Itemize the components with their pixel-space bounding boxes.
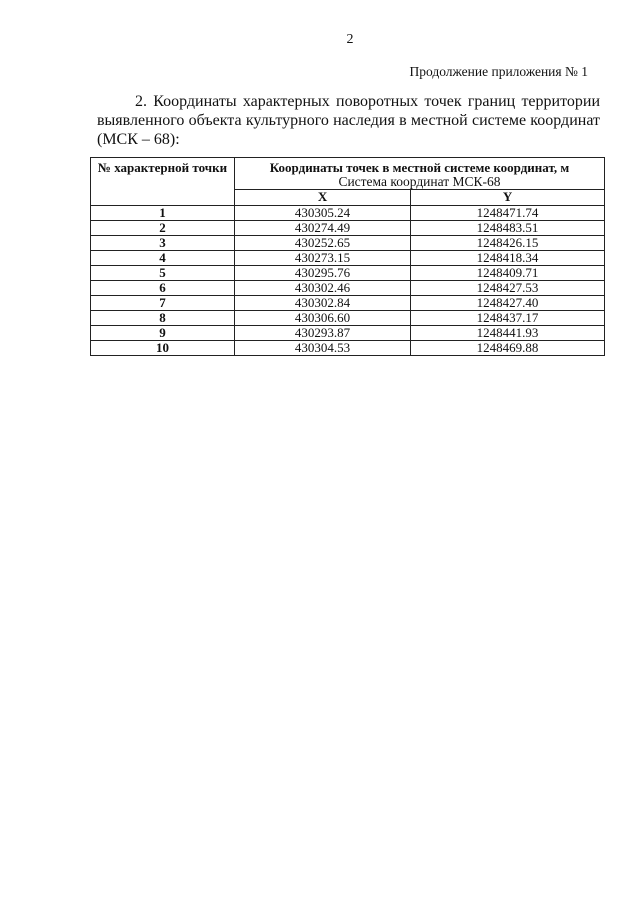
table-row (91, 341, 605, 356)
point-number: 4 (91, 251, 235, 266)
section-paragraph-text: 2. Координаты характерных поворотных точек границ территории выявленного объекта культурного наследия в местной системе координат (МСК – 68): (97, 93, 600, 148)
point-y: 1248469.88 (411, 341, 605, 356)
point-y: 1248418.34 (411, 251, 605, 266)
point-y: 1248427.40 (411, 296, 605, 311)
point-number: 1 (91, 206, 235, 221)
point-y: 1248427.53 (411, 281, 605, 296)
table-row (91, 206, 605, 221)
coordinates-table (90, 157, 605, 356)
point-x: 430295.76 (235, 266, 411, 281)
point-number: 10 (91, 341, 235, 356)
point-number: 6 (91, 281, 235, 296)
point-x: 430274.49 (235, 221, 411, 236)
point-x: 430302.84 (235, 296, 411, 311)
table-row (91, 221, 605, 236)
point-y: 1248437.17 (411, 311, 605, 326)
point-number: 5 (91, 266, 235, 281)
header-coordinates-title: Координаты точек в местной системе координат, м (269, 160, 570, 175)
header-point-number: № характерной точки (91, 158, 235, 206)
point-number: 8 (91, 311, 235, 326)
table-row (91, 296, 605, 311)
point-y: 1248483.51 (411, 221, 605, 236)
table-row (91, 251, 605, 266)
table-row (91, 311, 605, 326)
table-row (91, 281, 605, 296)
point-y: 1248441.93 (411, 326, 605, 341)
header-x: X (235, 190, 411, 206)
point-x: 430306.60 (235, 311, 411, 326)
table-header-row (91, 158, 605, 190)
header-coordinates (235, 158, 605, 190)
point-number: 7 (91, 296, 235, 311)
point-x: 430305.24 (235, 206, 411, 221)
page-number: 2 (346, 32, 354, 47)
point-x: 430273.15 (235, 251, 411, 266)
table-row (91, 266, 605, 281)
point-number: 2 (91, 221, 235, 236)
point-number: 3 (91, 236, 235, 251)
table-row (91, 326, 605, 341)
point-number: 9 (91, 326, 235, 341)
point-y: 1248471.74 (411, 206, 605, 221)
point-x: 430302.46 (235, 281, 411, 296)
point-y: 1248409.71 (411, 266, 605, 281)
section-paragraph (97, 92, 600, 149)
header-coordinates-system: Система координат МСК-68 (338, 174, 501, 189)
point-x: 430293.87 (235, 326, 411, 341)
table-row (91, 236, 605, 251)
point-y: 1248426.15 (411, 236, 605, 251)
header-y: Y (411, 190, 605, 206)
point-x: 430304.53 (235, 341, 411, 356)
point-x: 430252.65 (235, 236, 411, 251)
appendix-continuation-note: Продолжение приложения № 1 (409, 64, 588, 79)
